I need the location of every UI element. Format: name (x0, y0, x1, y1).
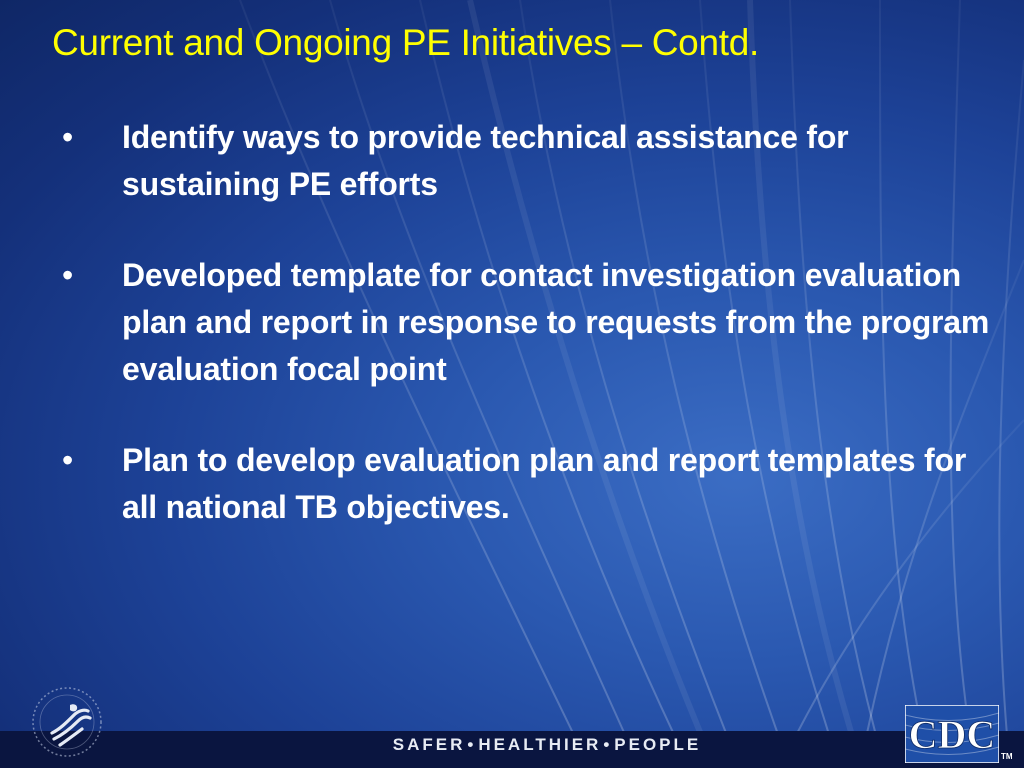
bullet-marker: • (62, 119, 74, 155)
cdc-logo (905, 705, 999, 763)
tagline-word: HEALTHIER (478, 735, 602, 754)
bullet-item (62, 114, 1002, 208)
bullet-marker: • (62, 257, 74, 293)
cdc-logo-text: CDC (908, 712, 996, 757)
bullet-item (62, 437, 1002, 531)
slide-title: Current and Ongoing PE Initiatives – Contd. (52, 22, 759, 63)
hhs-seal-icon (30, 685, 104, 759)
bullet-text: Developed template for contact investigation evaluation plan and report in response to requests from the program evaluation focal point (122, 257, 990, 387)
tagline-separator: • (467, 735, 477, 754)
bullet-text: Plan to develop evaluation plan and report templates for all national TB objectives. (122, 442, 967, 525)
tagline-word: SAFER (392, 735, 466, 754)
tagline-separator: • (603, 735, 613, 754)
bullet-item (62, 252, 1002, 393)
footer-tagline (0, 735, 1024, 755)
tagline-word: PEOPLE (614, 735, 702, 754)
bullet-marker: • (62, 442, 74, 478)
bullet-list (62, 114, 1002, 575)
bullet-text: Identify ways to provide technical assistance for sustaining PE efforts (122, 119, 849, 202)
trademark-label: TM (1001, 752, 1013, 761)
